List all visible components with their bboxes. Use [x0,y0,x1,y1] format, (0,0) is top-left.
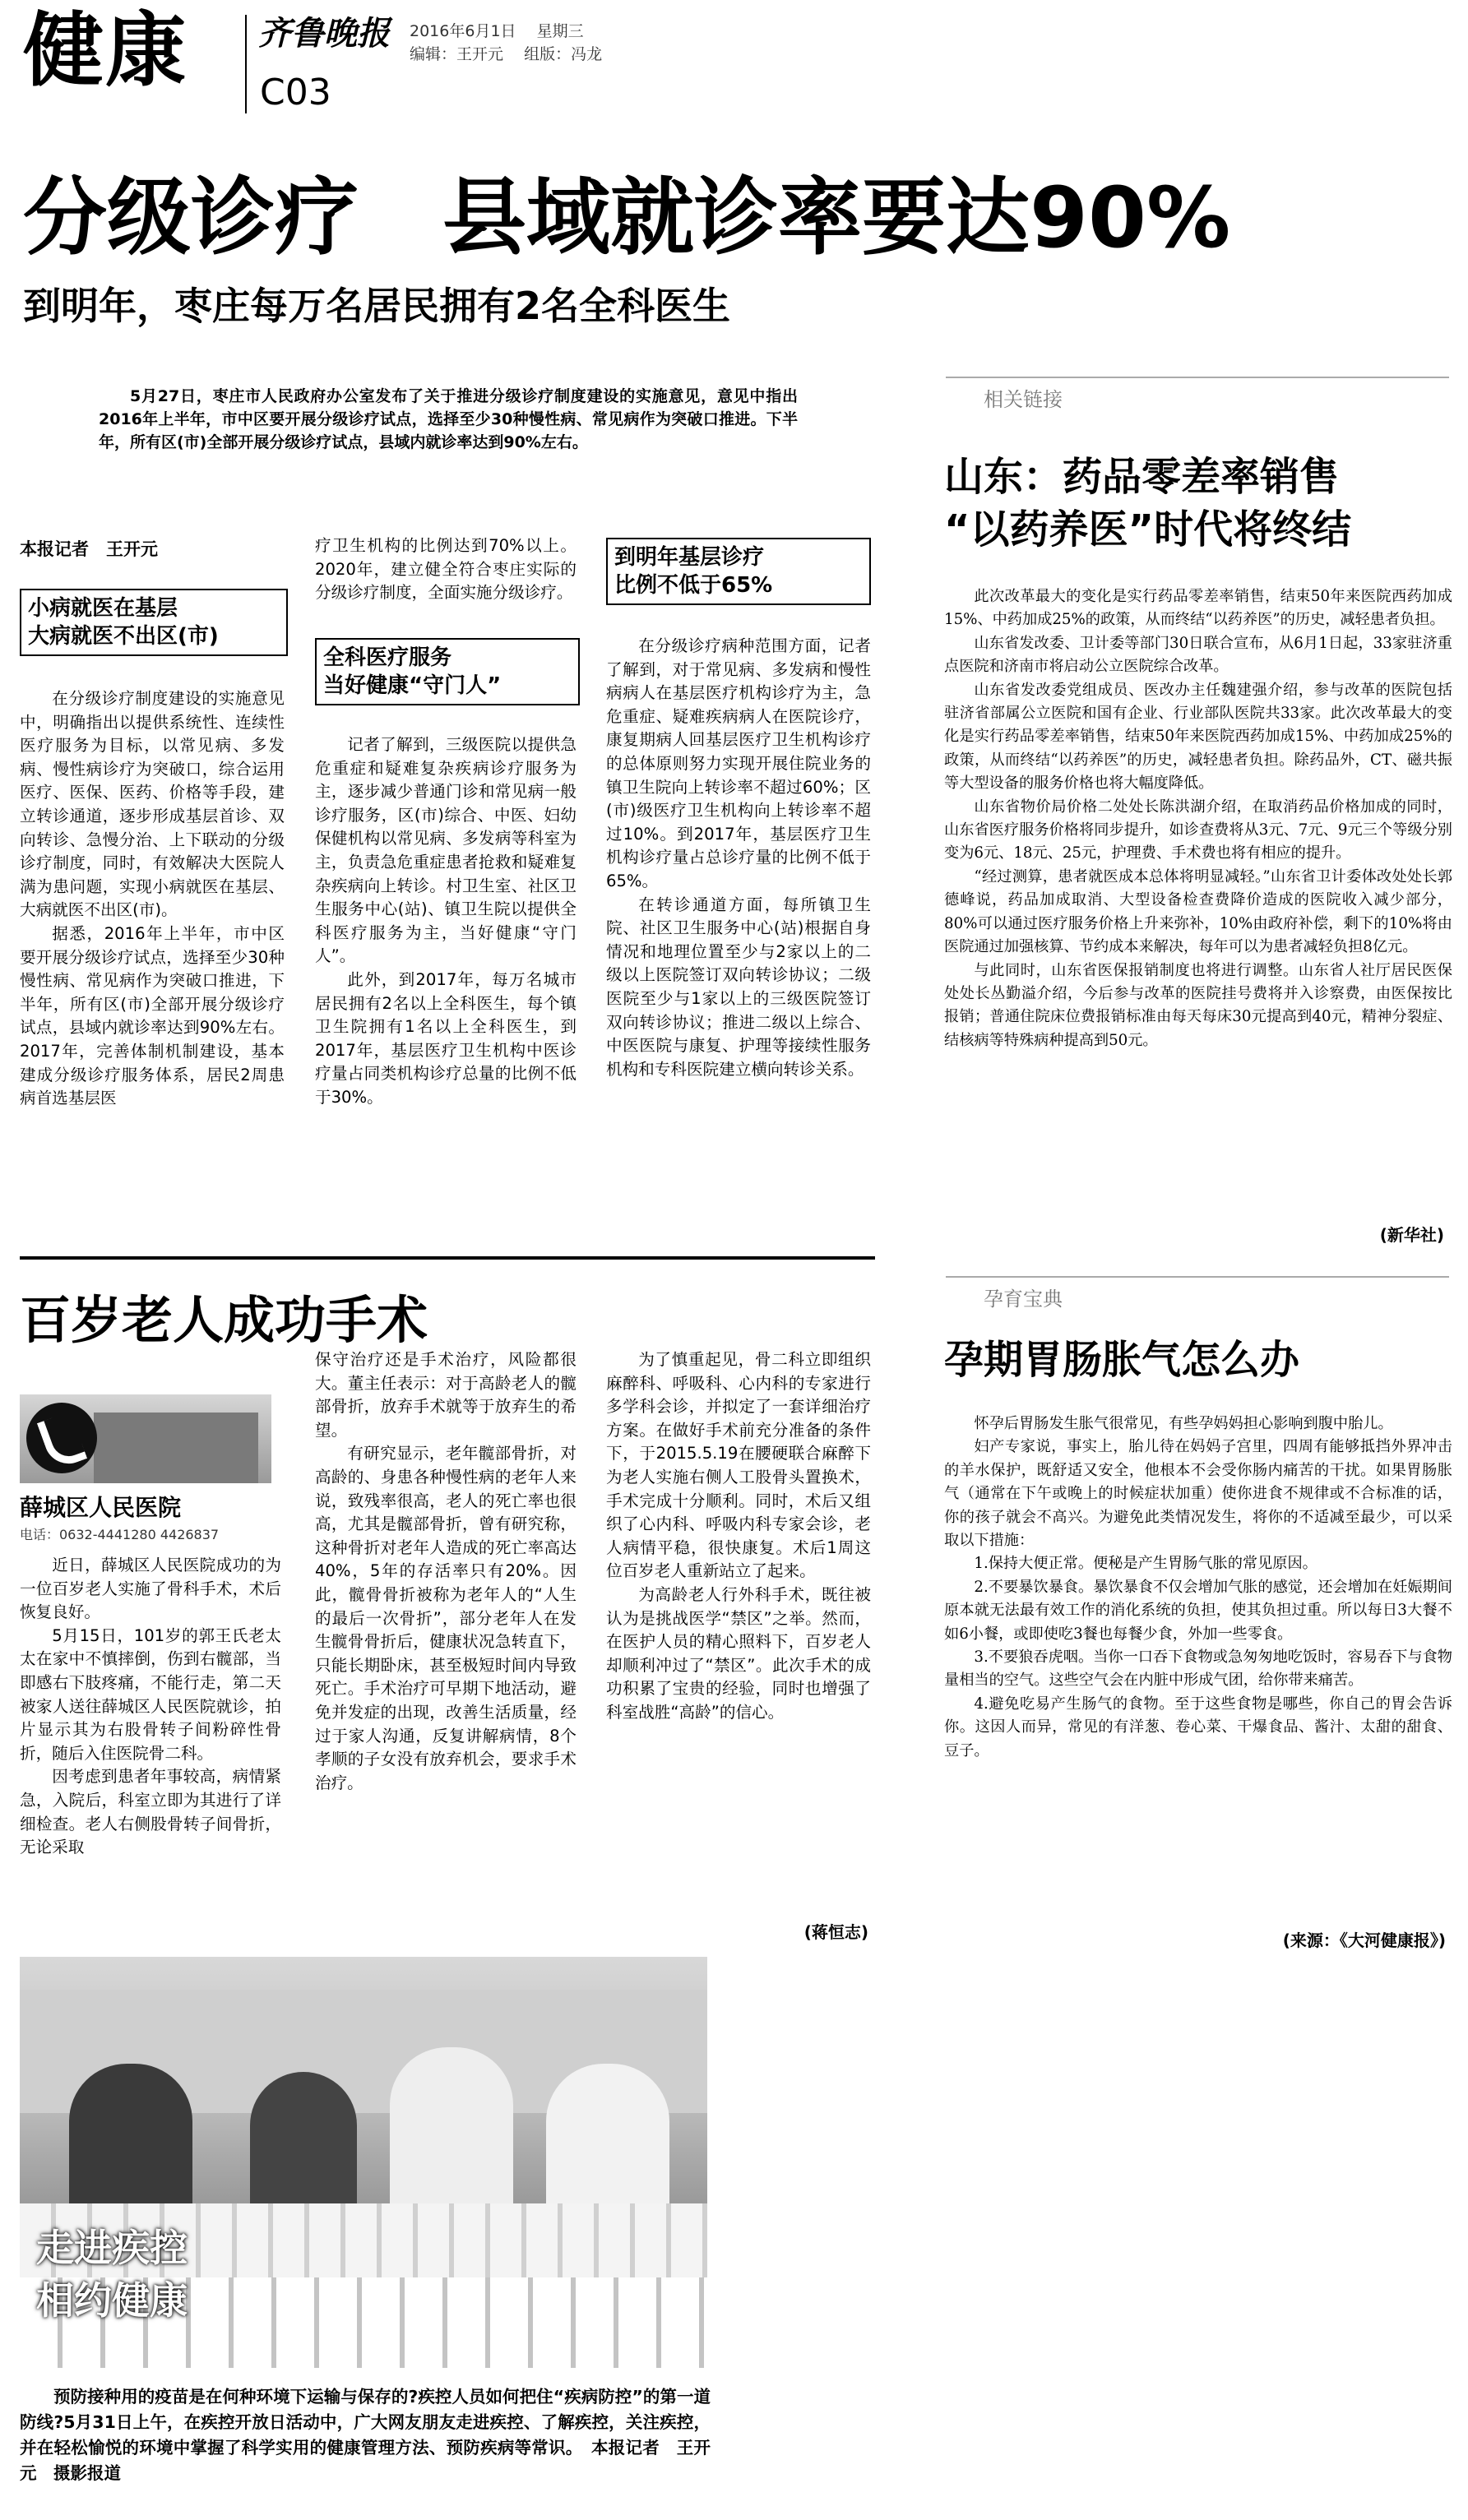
layout-text: 组版：冯龙 [524,45,603,63]
related-label-rule [946,377,1449,378]
related-para: 此次改革最大的变化是实行药品零差率销售，结束50年来医院西药加成15%、中药加成25%的政策，从而终结“以药养医”的历史，减轻患者负担。 [944,588,1452,629]
newspaper-logo: 齐鲁晚报 [258,14,390,53]
elder-col1-para: 5月15日，101岁的郭王氏老太太在家中不慎摔倒，伤到右髋部，当即感右下肢疼痛，不能行走，第二天被家人送往薛城区人民医院就诊，拍片显示其为右股骨转子间粉碎性骨折，随后入住医院骨二科。 [20,1625,281,1763]
lead-subhead: 到明年，枣庄每万名居民拥有2名全科医生 [23,284,731,328]
lead-column-2 [315,733,577,1233]
pregnancy-para: 4.避免吃易产生肠气的食物。至于这些食物是哪些，你自己的胃会告诉你。这因人而异，常见的有洋葱、卷心菜、干爆食品、酱汁、太甜的甜食、豆子。 [944,1695,1452,1759]
elder-headline: 百岁老人成功手术 [20,1290,428,1350]
related-para: 山东省物价局价格二处处长陈洪湖介绍，在取消药品价格加成的同时，山东省医疗服务价格将同步提升，如诊查费将从3元、7元、9元三个等级分别变为6元、18元、25元，护理费、手术费也将有相应的提升。 [944,798,1452,862]
lead-col2-para: 记者了解到，三级医院以提供急危重症和疑难复杂疾病诊疗服务为主，逐步减少普通门诊和常见病一般诊疗服务，区(市)综合、中医、妇幼保健机构以常见病、多发病等科室为主，负责急危重症患者抢救和疑难复杂疾病向上转诊。村卫生室、社区卫生服务中心(站)、镇卫生院以提供全科医疗服务为主，当好健康“守门人”。 [315,735,577,966]
elder-col3-para: 为了慎重起见，骨二科立即组织麻醉科、呼吸科、心内科的专家进行多学科会诊，并拟定了一套详细治疗方案。在做好手术前充分准备的条件下，于2015.5.19在腰硬联合麻醉下为老人实施右侧人工股骨头置换术，手术完成十分顺利。同时，术后又组织了心内科、呼吸内科专家会诊，老人病情平稳，很快康复。术后1周这位百岁老人重新站立了起来。 [606,1350,871,1581]
lead-col2-para: 此外，到2017年，每万名城市居民拥有2名以上全科医生，每个镇卫生院拥有1名以上全科医生，到2017年，基层医疗卫生机构中医诊疗量占同类机构诊疗总量的比例不低于30%。 [315,969,577,1107]
editor-text: 编辑：王开元 [410,45,504,63]
lead-col2-top-para: 疗卫生机构的比例达到70%以上。2020年，建立健全符合枣庄实际的分级诊疗制度，全面实施分级诊疗。 [315,536,577,603]
related-para: 与此同时，山东省医保报销制度也将进行调整。山东省人社厅居民医保处处长丛勤溢介绍，今后参与改革的医院挂号费将并入诊察费，由医保按比报销；普通住院床位费报销标准由每天每床30元提高到40元，精神分裂症、结核病等特殊病种提高到50元。 [944,961,1452,1049]
date-text: 2016年6月1日 [410,22,516,40]
elder-column-1 [20,1554,281,1932]
related-label: 相关链接 [984,388,1063,411]
pregnancy-label-rule [946,1276,1449,1278]
pregnancy-source: (来源：《大河健康报》) [1282,1930,1446,1950]
news-photo [20,1957,707,2368]
related-headline: 山东：药品零差率销售 “以药养医”时代将终结 [944,454,1352,553]
pregnancy-label: 孕育宝典 [984,1288,1063,1311]
elder-col1-para: 近日，薛城区人民医院成功的为一位百岁老人实施了骨科手术，术后恢复良好。 [20,1556,281,1622]
lead-col3-para: 在分级诊疗病种范围方面，记者了解到，对于常见病、多发病和慢性病病人在基层医疗机构诊疗为主，急危重症、疑难疾病病人在医院诊疗，康复期病人回基层医疗卫生机构诊疗的总体原则努力实现开展住院业务的镇卫生院向上转诊率不超过60%；区(市)级医疗卫生机构向上转诊率不超过10%。到2017年，基层医疗卫生机构诊疗量占总诊疗量的比例不低于65%。 [606,636,871,890]
masthead-divider [245,15,247,113]
issue-date [410,21,584,41]
related-body [944,585,1452,1218]
pregnancy-para: 妇产专家说，事实上，胎儿待在妈妈子宫里，四周有能够抵挡外界冲击的羊水保护，既舒适又安全，他根本不会受你肠内痛苦的干扰。如果胃肠胀气（通常在下午或晚上的时候症状加重）使你进食不规律或不合标准的话，你的孩子就会不高兴。为避免此类情况发生，将你的不适减至最少，可以采取以下措施： [944,1438,1452,1550]
pregnancy-body [944,1413,1452,1922]
overlay-line-2: 相约健康 [36,2278,188,2323]
elder-col2-para: 保守治疗还是手术治疗，风险都很大。董主任表示：对于高龄老人的髋部骨折，放弃手术就等于放弃生的希望。 [315,1350,577,1440]
page-number: C03 [260,72,331,113]
pregnancy-para: 3.不要狼吞虎咽。当你一口吞下食物或急匆匆地吃饭时，容易吞下与食物量相当的空气。这些空气会在内脏中形成气团，给你带来痛苦。 [944,1648,1452,1690]
editor-credits [410,44,602,64]
hospital-name: 薛城区人民医院 [20,1494,182,1521]
lead-summary [99,385,798,454]
photo-caption [20,2384,711,2486]
lead-byline: 本报记者 王开元 [20,539,158,559]
related-para: 山东省发改委党组成员、医改办主任魏建强介绍，参与改革的医院包括驻济省部属公立医院和国有企业、行业部队医院共33家。此次改革最大的变化是实行药品零差率销售，结束50年来医院西药加成15%、中药加成25%的政策，从而终结“以药养医”的历史，减轻患者负担。除药品外，CT、磁共振等大型设备的服务价格也将大幅度降低。 [944,681,1452,793]
lead-col3-para: 在转诊通道方面，每所镇卫生院、社区卫生服务中心(站)根据自身情况和地理位置至少与2家以上的二级以上医院签订双向转诊协议；二级医院至少与1家以上的三级医院签订双向转诊协议；推进二级以上综合、中医医院与康复、护理等接续性服务机构和专科医院建立横向转诊关系。 [606,895,871,1079]
elder-col2-para: 有研究显示，老年髋部骨折，对高龄的、身患各种慢性病的老年人来说，致残率很高，老人的死亡率也很高，尤其是髋部骨折，曾有研究称，这种骨折对老年人造成的死亡率高达40%，5年的存活率只有20%。因此，髋骨骨折被称为老年人的“人生的最后一次骨折”，部分老年人在发生髋骨骨折后，健康状况急转直下，只能长期卧床，甚至极短时间内导致死亡。手术治疗可早期下地活动，避免并发症的出现，改善生活质量，经过于家人沟通，反复讲解病情，8个孝顺的子女没有放弃机会，要求手术治疗。 [315,1444,577,1792]
elder-col1-para: 因考虑到患者年事较高，病情紧急，入院后，科室立即为其进行了详细检查。老人右侧股骨转子间骨折，无论采取 [20,1767,281,1857]
elder-column-3 [606,1348,871,1919]
section-title: 健康 [23,4,188,98]
related-source: (新华社) [1379,1225,1444,1245]
overlay-line-1: 走进疾控 [36,2226,188,2270]
lead-column-1 [20,687,285,1233]
lead-column-3 [606,635,871,1233]
elder-author: (蒋恒志) [803,1922,868,1942]
pregnancy-para: 1.保持大便正常。便秘是产生胃肠气胀的常见原因。 [974,1555,1317,1573]
lead-column-2-top [315,534,577,633]
related-para: 山东省发改委、卫计委等部门30日联合宣布，从6月1日起，33家驻济重点医院和济南市将启动公立医院综合改革。 [944,634,1452,676]
lead-headline: 分级诊疗 县域就诊率要达90% [23,169,1231,267]
hospital-photo [20,1394,271,1483]
elder-column-2 [315,1348,577,1932]
weekday-text: 星期三 [536,22,584,40]
pregnancy-headline: 孕期胃肠胀气怎么办 [944,1337,1300,1383]
lead-col1-para: 据悉，2016年上半年，市中区要开展分级诊疗试点，选择至少30种慢性病、常见病作为突破口推进，下半年，所有区(市)全部开展分级诊疗试点，县域内就诊率达到90%左右。2017年，完善体制机制建设，基本建成分级诊疗服务体系，居民2周患病首选基层医 [20,923,285,1108]
pregnancy-para: 怀孕后胃肠发生胀气很常见，有些孕妈妈担心影响到腹中胎儿。 [974,1415,1393,1432]
subhead-box-1: 小病就医在基层 大病就医不出区(市) [20,589,288,656]
caption-text: 预防接种用的疫苗是在何种环境下运输与保存的?疾控人员如何把住“疾病防控”的第一道防线?5月31日上午，在疾控开放日活动中，广大网友朋友走进疾控、了解疾控，关注疾控，并在轻松愉悦的环境中掌握了科学实用的健康管理方法、预防疾病等常识。 [20,2387,711,2458]
subhead-box-3: 到明年基层诊疗 比例不低于65% [606,538,871,605]
summary-text: 5月27日，枣庄市人民政府办公室发布了关于推进分级诊疗制度建设的实施意见，意见中指出2016年上半年，市中区要开展分级诊疗试点，选择至少30种慢性病、常见病作为突破口推进。下半年，所有区(市)全部开展分级诊疗试点，县域内就诊率达到90%左右。 [99,387,798,451]
pregnancy-para: 2.不要暴饮暴食。暴饮暴食不仅会增加气胀的感觉，还会增加在妊娠期间原本就无法最有效工作的消化系统的负担，使其负担过重。所以每日3大餐不如6小餐，或即使吃3餐也每餐少食，外加一些零食。 [944,1578,1452,1643]
lead-col1-para: 在分级诊疗制度建设的实施意见中，明确指出以提供系统性、连续性医疗服务为目标，以常见病、多发病、慢性病诊疗为突破口，综合运用医疗、医保、医药、价格等手段，建立转诊通道，逐步形成基层首诊、双向转诊、急慢分治、上下联动的分级诊疗制度，同时，有效解决大医院人满为患问题，实现小病就医在基层、大病就医不出区(市)。 [20,689,285,920]
section-divider [20,1256,875,1260]
related-para: “经过测算，患者就医成本总体将明显减轻。”山东省卫计委体改处处长郭德峰说，药品加成取消、大型设备检查费降价造成的医院收入减少部分，80%可以通过医疗服务价格上升来弥补，10%由政府补偿，剩下的10%将由医院通过加强核算、节约成本来解决，每年可以为患者减轻负担8亿元。 [944,867,1452,956]
photo-person [390,2047,513,2228]
photo-credit: 本报记者 王开元 摄影报道 [20,2438,711,2483]
hospital-building [94,1413,258,1483]
elder-col3-para: 为高龄老人行外科手术，既往被认为是挑战医学“禁区”之举。然而，在医护人员的精心照料下，百岁老人却顺利冲过了“禁区”。此次手术的成功积累了宝贵的经验，同时也增强了科室战胜“高龄”的信心。 [606,1584,871,1722]
photo-overlay-text [36,2222,188,2327]
subhead-box-2: 全科医疗服务 当好健康“守门人” [315,638,580,705]
hospital-phone: 电话：0632-4441280 4426837 [20,1527,220,1542]
